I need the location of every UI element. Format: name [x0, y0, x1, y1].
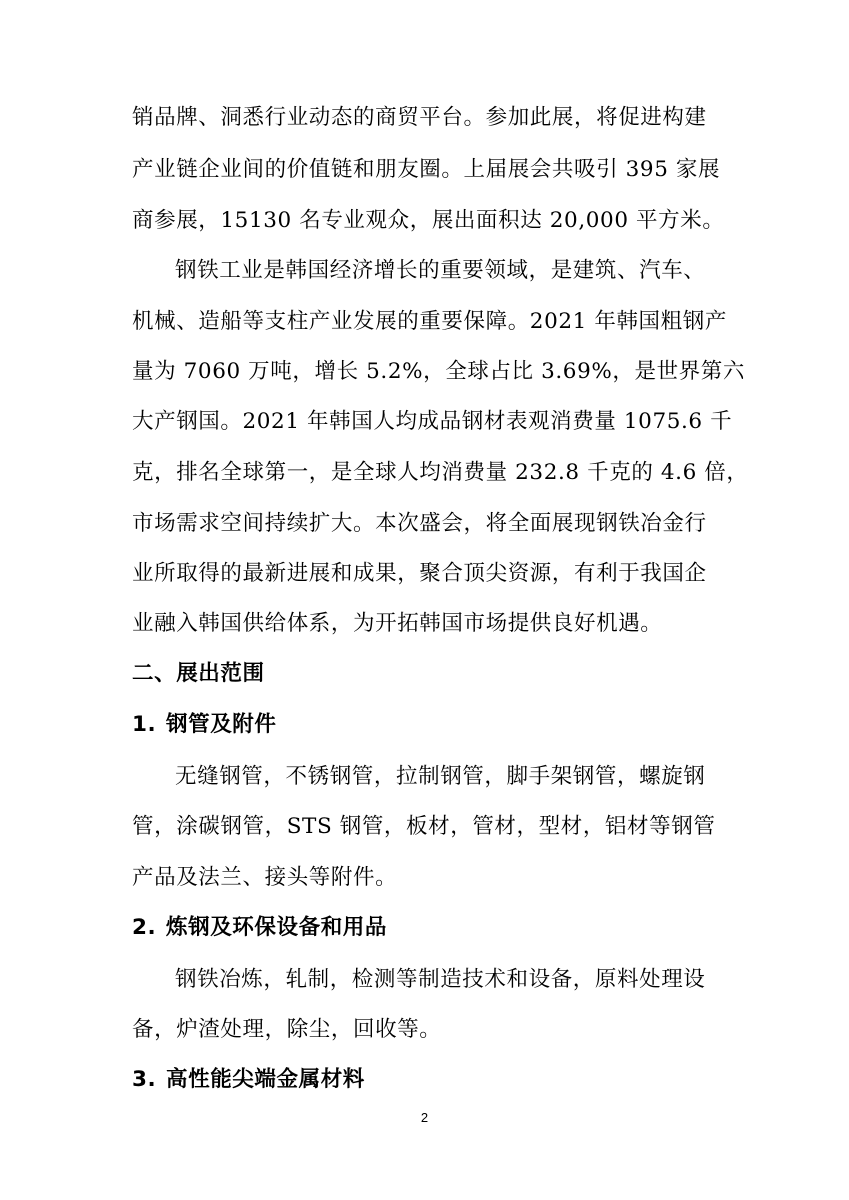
item-title: 钢管及附件	[166, 712, 277, 737]
paragraph-line: 产业链企业间的价值链和朋友圈。上届展会共吸引 395 家展	[132, 157, 721, 182]
paragraph-line: 大产钢国。2021 年韩国人均成品钢材表观消费量 1075.6 千	[132, 409, 733, 434]
paragraph-line: 钢铁冶炼，轧制，检测等制造技术和设备，原料处理设	[175, 967, 706, 992]
paragraph-line: 业所取得的最新进展和成果，聚合顶尖资源，有利于我国企	[132, 561, 707, 586]
item-title: 炼钢及环保设备和用品	[166, 915, 388, 940]
item-number: 3.	[132, 1067, 157, 1092]
paragraph-line: 业融入韩国供给体系，为开拓韩国市场提供良好机遇。	[132, 611, 663, 636]
item-number: 1.	[132, 712, 157, 737]
section-heading: 二、展出范围	[132, 661, 265, 686]
paragraph-line: 销品牌、洞悉行业动态的商贸平台。参加此展，将促进构建	[132, 105, 707, 130]
page-number: 2	[420, 1110, 429, 1125]
item-number: 2.	[132, 915, 157, 940]
paragraph-line: 无缝钢管，不锈钢管，拉制钢管，脚手架钢管，螺旋钢	[175, 764, 706, 789]
paragraph-line: 量为 7060 万吨，增长 5.2%，全球占比 3.69%，是世界第六	[132, 359, 745, 384]
paragraph-line: 钢铁工业是韩国经济增长的重要领域，是建筑、汽车、	[175, 258, 706, 283]
item-heading	[132, 913, 387, 943]
paragraph-line: 克，排名全球第一，是全球人均消费量 232.8 千克的 4.6 倍，	[132, 460, 749, 485]
paragraph-line: 商参展，15130 名专业观众，展出面积达 20,000 平方米。	[132, 208, 725, 233]
item-title: 高性能尖端金属材料	[166, 1067, 365, 1092]
paragraph-line: 备，炉渣处理，除尘，回收等。	[132, 1017, 442, 1042]
item-heading	[132, 710, 277, 740]
paragraph-line: 产品及法兰、接头等附件。	[132, 865, 398, 890]
item-heading	[132, 1065, 365, 1095]
paragraph-line: 管，涂碳钢管，STS 钢管，板材，管材，型材，铝材等钢管	[132, 814, 716, 839]
paragraph-line: 市场需求空间持续扩大。本次盛会，将全面展现钢铁冶金行	[132, 511, 707, 536]
paragraph-line: 机械、造船等支柱产业发展的重要保障。2021 年韩国粗钢产	[132, 309, 727, 334]
